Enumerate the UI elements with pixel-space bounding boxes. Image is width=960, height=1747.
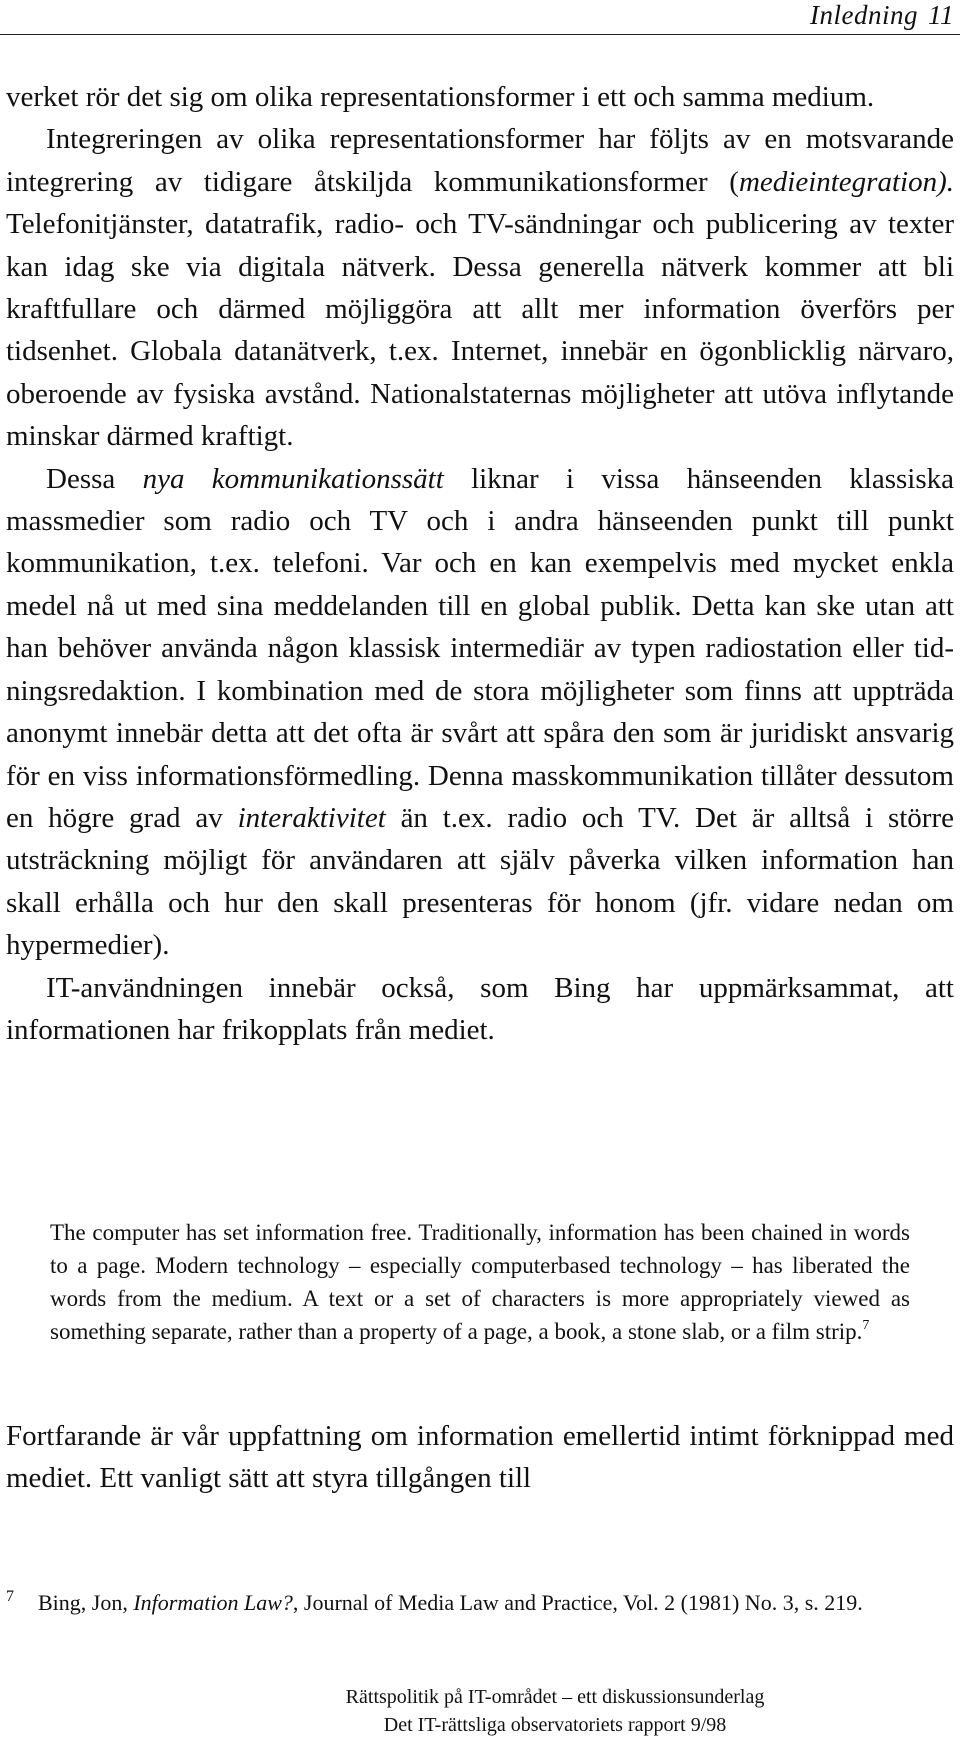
page-number: 11 xyxy=(928,0,954,30)
paragraph-2-emphasis: medieintegration). xyxy=(738,165,954,198)
paragraph-2-text-a: Integreringen av olika representationsformer har följts av en motsvarande integrering av tidigare åtskiljda kommunikationsformer ( xyxy=(6,123,954,198)
footer-line-1: Rättspolitik på IT-området – ett diskussionsunderlag xyxy=(345,1686,765,1708)
paragraph-4 xyxy=(6,967,954,1052)
paragraph-2-text-b: Telefonitjänster, datatrafik, radio- och TV-sändningar och publicering av texter kan idag ske via digitala nätverk. Dessa generella nätverk kommer att bli kraftfullare och därmed möjliggöra att allt mer information överförs per tidsenhet. Globala datanätverk, t.ex. Internet, innebär en ögonblicklig närvaro, oberoende av fysiska avstånd. Nationalstaternas möjligheter att utöva inflytande minskar därmed kraftigt. xyxy=(6,208,954,453)
footnote-source: , Journal of Media Law and Practice, Vol. 2 (1981) No. 3, s. 219. xyxy=(292,1590,863,1615)
footnote-number: 7 xyxy=(6,1588,14,1605)
paragraph-3-emphasis-2: interaktivitet xyxy=(237,801,386,834)
paragraph-3-text-a: Dessa xyxy=(46,462,143,495)
paragraph-3-emphasis-1: nya kommunikationssätt xyxy=(142,462,444,495)
continuation-text: Fortfarande är vår uppfattning om information emellertid intimt förknippad med mediet. Ett vanligt sätt att styra tillgången till xyxy=(6,1420,954,1495)
page-footer xyxy=(0,1683,960,1739)
footer-line-2: Det IT-rättsliga observatoriets rapport 9/98 xyxy=(383,1714,727,1736)
running-header xyxy=(0,0,960,35)
paragraph-3-text-c: än t.ex. radio och TV. Det är alltså i större utsträckning möjligt för användaren att själv påverka vilken information han skall erhålla och hur den skall presenteras för honom (jfr. vidare nedan om hypermedier). xyxy=(6,801,954,962)
footnote-author: Bing, Jon, xyxy=(38,1590,134,1615)
paragraph-4-text: IT-användningen innebär också, som Bing har uppmärksammat, att informationen har frikopplats från mediet. xyxy=(6,971,954,1046)
footnote-title: Information Law? xyxy=(133,1590,293,1615)
paragraph-3-text-b: liknar i vissa hänseenden klassiska massmedier som radio och TV och i andra hänseenden punkt till punkt kommunikation, t.ex. telefoni. Var och en kan exempelvis med mycket enkla medel nå ut med sina meddelanden till en global publik. Detta kan ske utan att han behöver använda någon klassisk intermediär av typen radiostation eller tidningsredaktion. I kombination med de stora möjligheter som finns att uppträda anonymt innebär detta att det ofta är svårt att spåra den som är juridiskt ansvarig för en viss informationsförmedling. Denna masskommunikation tillåter dessutom en högre grad av xyxy=(6,462,954,834)
header-text xyxy=(810,0,954,31)
main-text xyxy=(6,76,954,1051)
section-title: Inledning xyxy=(810,0,918,30)
paragraph-1-text: verket rör det sig om olika representationsformer i ett och samma medium. xyxy=(6,81,875,113)
footnote-reference: 7 xyxy=(862,1318,870,1333)
paragraph-1 xyxy=(6,76,954,118)
footnote xyxy=(6,1587,954,1619)
continuation-paragraph xyxy=(6,1415,954,1500)
paragraph-2 xyxy=(6,118,954,457)
block-quote xyxy=(50,1216,910,1348)
quote-text: The computer has set information free. Traditionally, information has been chained in words to a page. Modern technology – especially computerbased technology – has liberated the words from the medium. A text or a set of characters is more appropriately viewed as something separate, rather than a property of a page, a book, a stone slab, or a film strip. xyxy=(50,1220,910,1344)
footnote-text xyxy=(38,1587,954,1619)
paragraph-3 xyxy=(6,458,954,967)
